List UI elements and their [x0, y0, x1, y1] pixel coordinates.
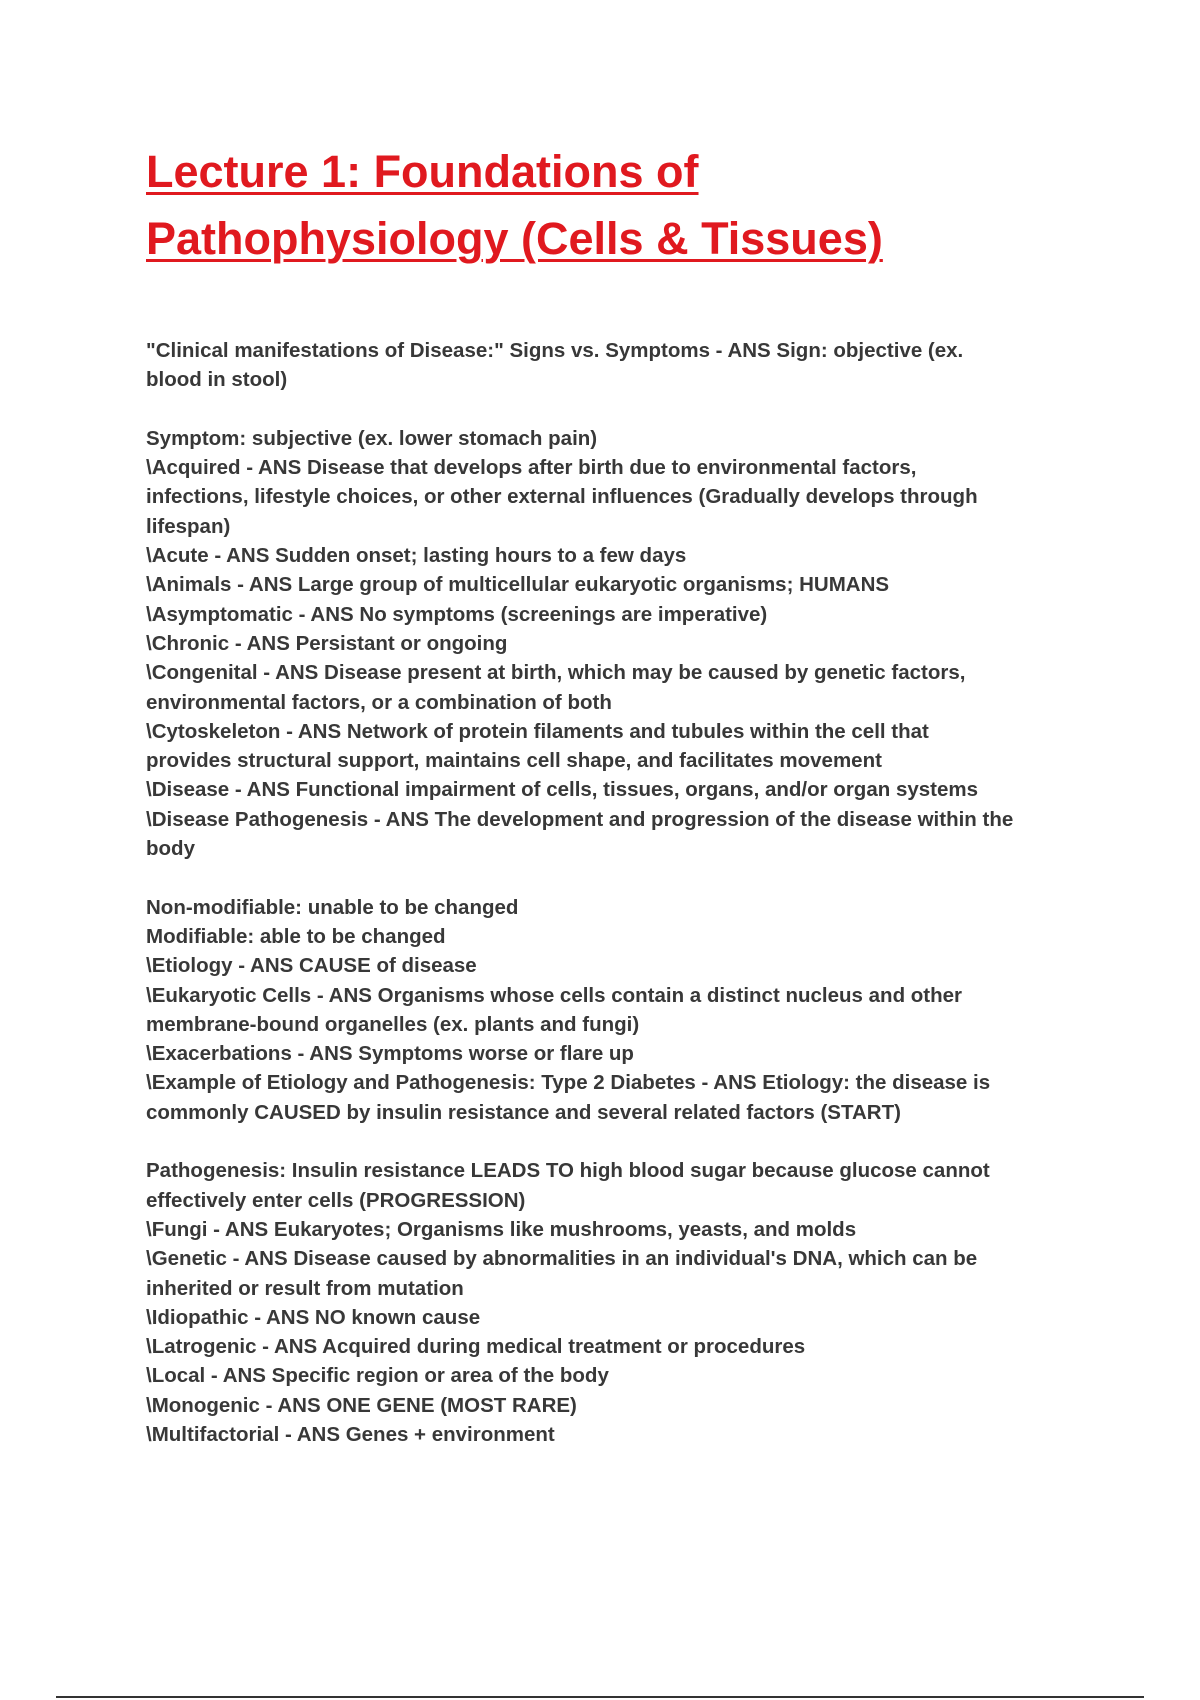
notes-line: \Genetic - ANS Disease caused by abnormalities in an individual's DNA, which can be [146, 1247, 978, 1271]
notes-line: \Exacerbations - ANS Symptoms worse or flare up [146, 1042, 634, 1066]
notes-line: \Monogenic - ANS ONE GENE (MOST RARE) [146, 1393, 577, 1417]
notes-line: \Eukaryotic Cells - ANS Organisms whose cells contain a distinct nucleus and other [146, 983, 963, 1007]
notes-paragraph [146, 424, 1096, 863]
notes-line: effectively enter cells (PROGRESSION) [146, 1188, 526, 1212]
notes-line: \Disease Pathogenesis - ANS The development and progression of the disease within the [146, 807, 1014, 831]
notes-paragraph [146, 1156, 1096, 1449]
notes-line: environmental factors, or a combination of both [146, 690, 612, 714]
notes-line: \Fungi - ANS Eukaryotes; Organisms like mushrooms, yeasts, and molds [146, 1217, 857, 1241]
notes-line: Modifiable: able to be changed [146, 924, 446, 948]
notes-line: \Congenital - ANS Disease present at birth, which may be caused by genetic factors, [146, 661, 966, 685]
notes-line: \Asymptomatic - ANS No symptoms (screenings are imperative) [146, 602, 768, 626]
notes-line: \Multifactorial - ANS Genes + environment [146, 1422, 555, 1446]
notes-paragraph [146, 893, 1096, 1127]
notes-line: \Idiopathic - ANS NO known cause [146, 1305, 481, 1329]
notes-line: infections, lifestyle choices, or other external influences (Gradually develops through [146, 485, 978, 509]
notes-line: \Example of Etiology and Pathogenesis: Type 2 Diabetes - ANS Etiology: the disease is [146, 1071, 991, 1095]
notes-line: membrane-bound organelles (ex. plants and fungi) [146, 1012, 640, 1036]
page-title-line-1: Lecture 1: Foundations of [146, 146, 699, 197]
notes-line: \Disease - ANS Functional impairment of cells, tissues, organs, and/or organ systems [146, 778, 979, 802]
notes-line: \Etiology - ANS CAUSE of disease [146, 954, 477, 978]
notes-line: "Clinical manifestations of Disease:" Signs vs. Symptoms - ANS Sign: objective (ex. [146, 339, 964, 362]
notes-line: \Local - ANS Specific region or area of the body [146, 1364, 609, 1388]
notes-line: Non-modifiable: unable to be changed [146, 895, 519, 919]
notes-paragraph [146, 336, 1096, 395]
notes-line: body [146, 837, 195, 861]
notes-line: provides structural support, maintains cell shape, and facilitates movement [146, 749, 882, 773]
notes-line: blood in stool) [146, 368, 288, 392]
notes-line: inherited or result from mutation [146, 1276, 464, 1300]
notes-line: \Animals - ANS Large group of multicellular eukaryotic organisms; HUMANS [146, 573, 890, 597]
page-title-line-2: Pathophysiology (Cells & Tissues) [146, 213, 883, 264]
notes-line: lifespan) [146, 514, 231, 538]
notes-line: \Acquired - ANS Disease that develops after birth due to environmental factors, [146, 456, 917, 480]
notes-line: Symptom: subjective (ex. lower stomach pain) [146, 426, 598, 450]
footer-divider [56, 1696, 1144, 1698]
notes-line: \Chronic - ANS Persistant or ongoing [146, 631, 508, 655]
notes-line: \Cytoskeleton - ANS Network of protein filaments and tubules within the cell that [146, 719, 929, 743]
notes-line: Pathogenesis: Insulin resistance LEADS TO high blood sugar because glucose cannot [146, 1159, 990, 1183]
lecture-notes-body [146, 336, 1096, 1449]
page-title [146, 138, 1106, 272]
notes-line: commonly CAUSED by insulin resistance and several related factors (START) [146, 1100, 901, 1124]
notes-line: \Latrogenic - ANS Acquired during medical treatment or procedures [146, 1335, 806, 1359]
notes-line: \Acute - ANS Sudden onset; lasting hours to a few days [146, 544, 687, 568]
